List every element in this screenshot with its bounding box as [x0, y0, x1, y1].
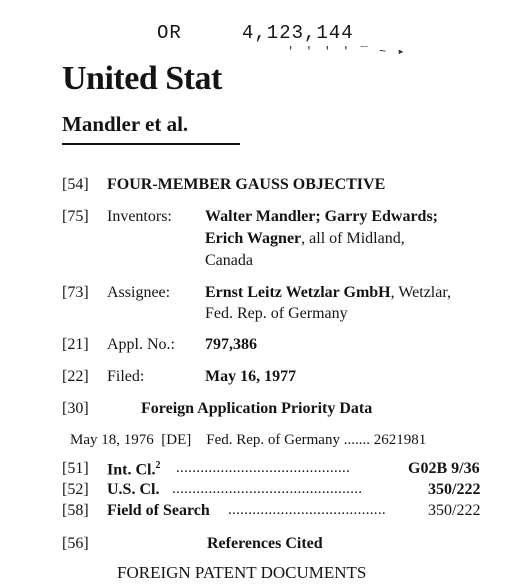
patent-title: FOUR-MEMBER GAUSS OBJECTIVE — [107, 176, 386, 193]
assignee-line-1 — [205, 284, 451, 302]
inventors-label: Inventors: — [107, 208, 172, 225]
us-cl-label: U.S. Cl. — [107, 481, 160, 498]
assignee-line-2: Fed. Rep. of Germany — [205, 305, 348, 322]
inventors-line-2 — [205, 230, 405, 248]
inventors-line-3: Canada — [205, 252, 253, 269]
patent-number: 4,123,144 — [242, 22, 354, 44]
assignee-label: Assignee: — [107, 284, 171, 301]
field-code-51: [51] — [62, 460, 89, 477]
stray-marks: ' ' ' ' ‾ ~ ▸ — [287, 45, 407, 59]
inventors-location: , all of Midland, — [301, 230, 405, 247]
priority-heading: Foreign Application Priority Data — [141, 400, 373, 417]
field-of-search-leader: ....................................... — [228, 502, 386, 518]
field-of-search-label: Field of Search — [107, 502, 210, 519]
int-cl-value: G02B 9/36 — [408, 460, 480, 477]
int-cl-leader: ........................................... — [176, 460, 351, 476]
filed-label: Filed: — [107, 368, 145, 385]
appl-no-value: 797,386 — [205, 336, 257, 353]
title-rule — [62, 143, 240, 145]
field-code-54: [54] — [62, 176, 89, 193]
field-code-21: [21] — [62, 336, 89, 353]
inventor-name: Erich Wagner — [205, 230, 302, 247]
inventors-line-1: Walter Mandler; Garry Edwards; — [205, 208, 439, 225]
authors: Mandler et al. — [62, 112, 189, 136]
field-of-search-value: 350/222 — [428, 502, 481, 519]
int-cl-text: Int. Cl. — [107, 461, 156, 479]
us-cl-leader: ............................................... — [172, 481, 363, 497]
assignee-name: Ernst Leitz Wetzlar GmbH — [205, 284, 391, 301]
field-code-58: [58] — [62, 502, 89, 519]
field-code-75: [75] — [62, 208, 89, 225]
us-cl-value: 350/222 — [428, 481, 481, 498]
field-code-22: [22] — [62, 368, 89, 385]
appl-no-label: Appl. No.: — [107, 336, 175, 353]
int-cl-edition: 2 — [155, 460, 161, 471]
int-cl-label — [107, 460, 160, 479]
field-code-30: [30] — [62, 400, 89, 417]
field-code-73: [73] — [62, 284, 89, 301]
filed-value: May 16, 1977 — [205, 368, 297, 385]
document-title: United Stat — [62, 60, 222, 97]
field-code-52: [52] — [62, 481, 89, 498]
priority-entry: May 18, 1976 [DE] Fed. Rep. of Germany ....... 2621981 — [70, 432, 427, 448]
foreign-patents-heading: FOREIGN PATENT DOCUMENTS — [117, 563, 367, 582]
field-code-56: [56] — [62, 535, 89, 552]
assignee-city: , Wetzlar, — [390, 284, 452, 301]
or-code: OR — [157, 22, 182, 44]
references-heading: References Cited — [207, 535, 323, 552]
